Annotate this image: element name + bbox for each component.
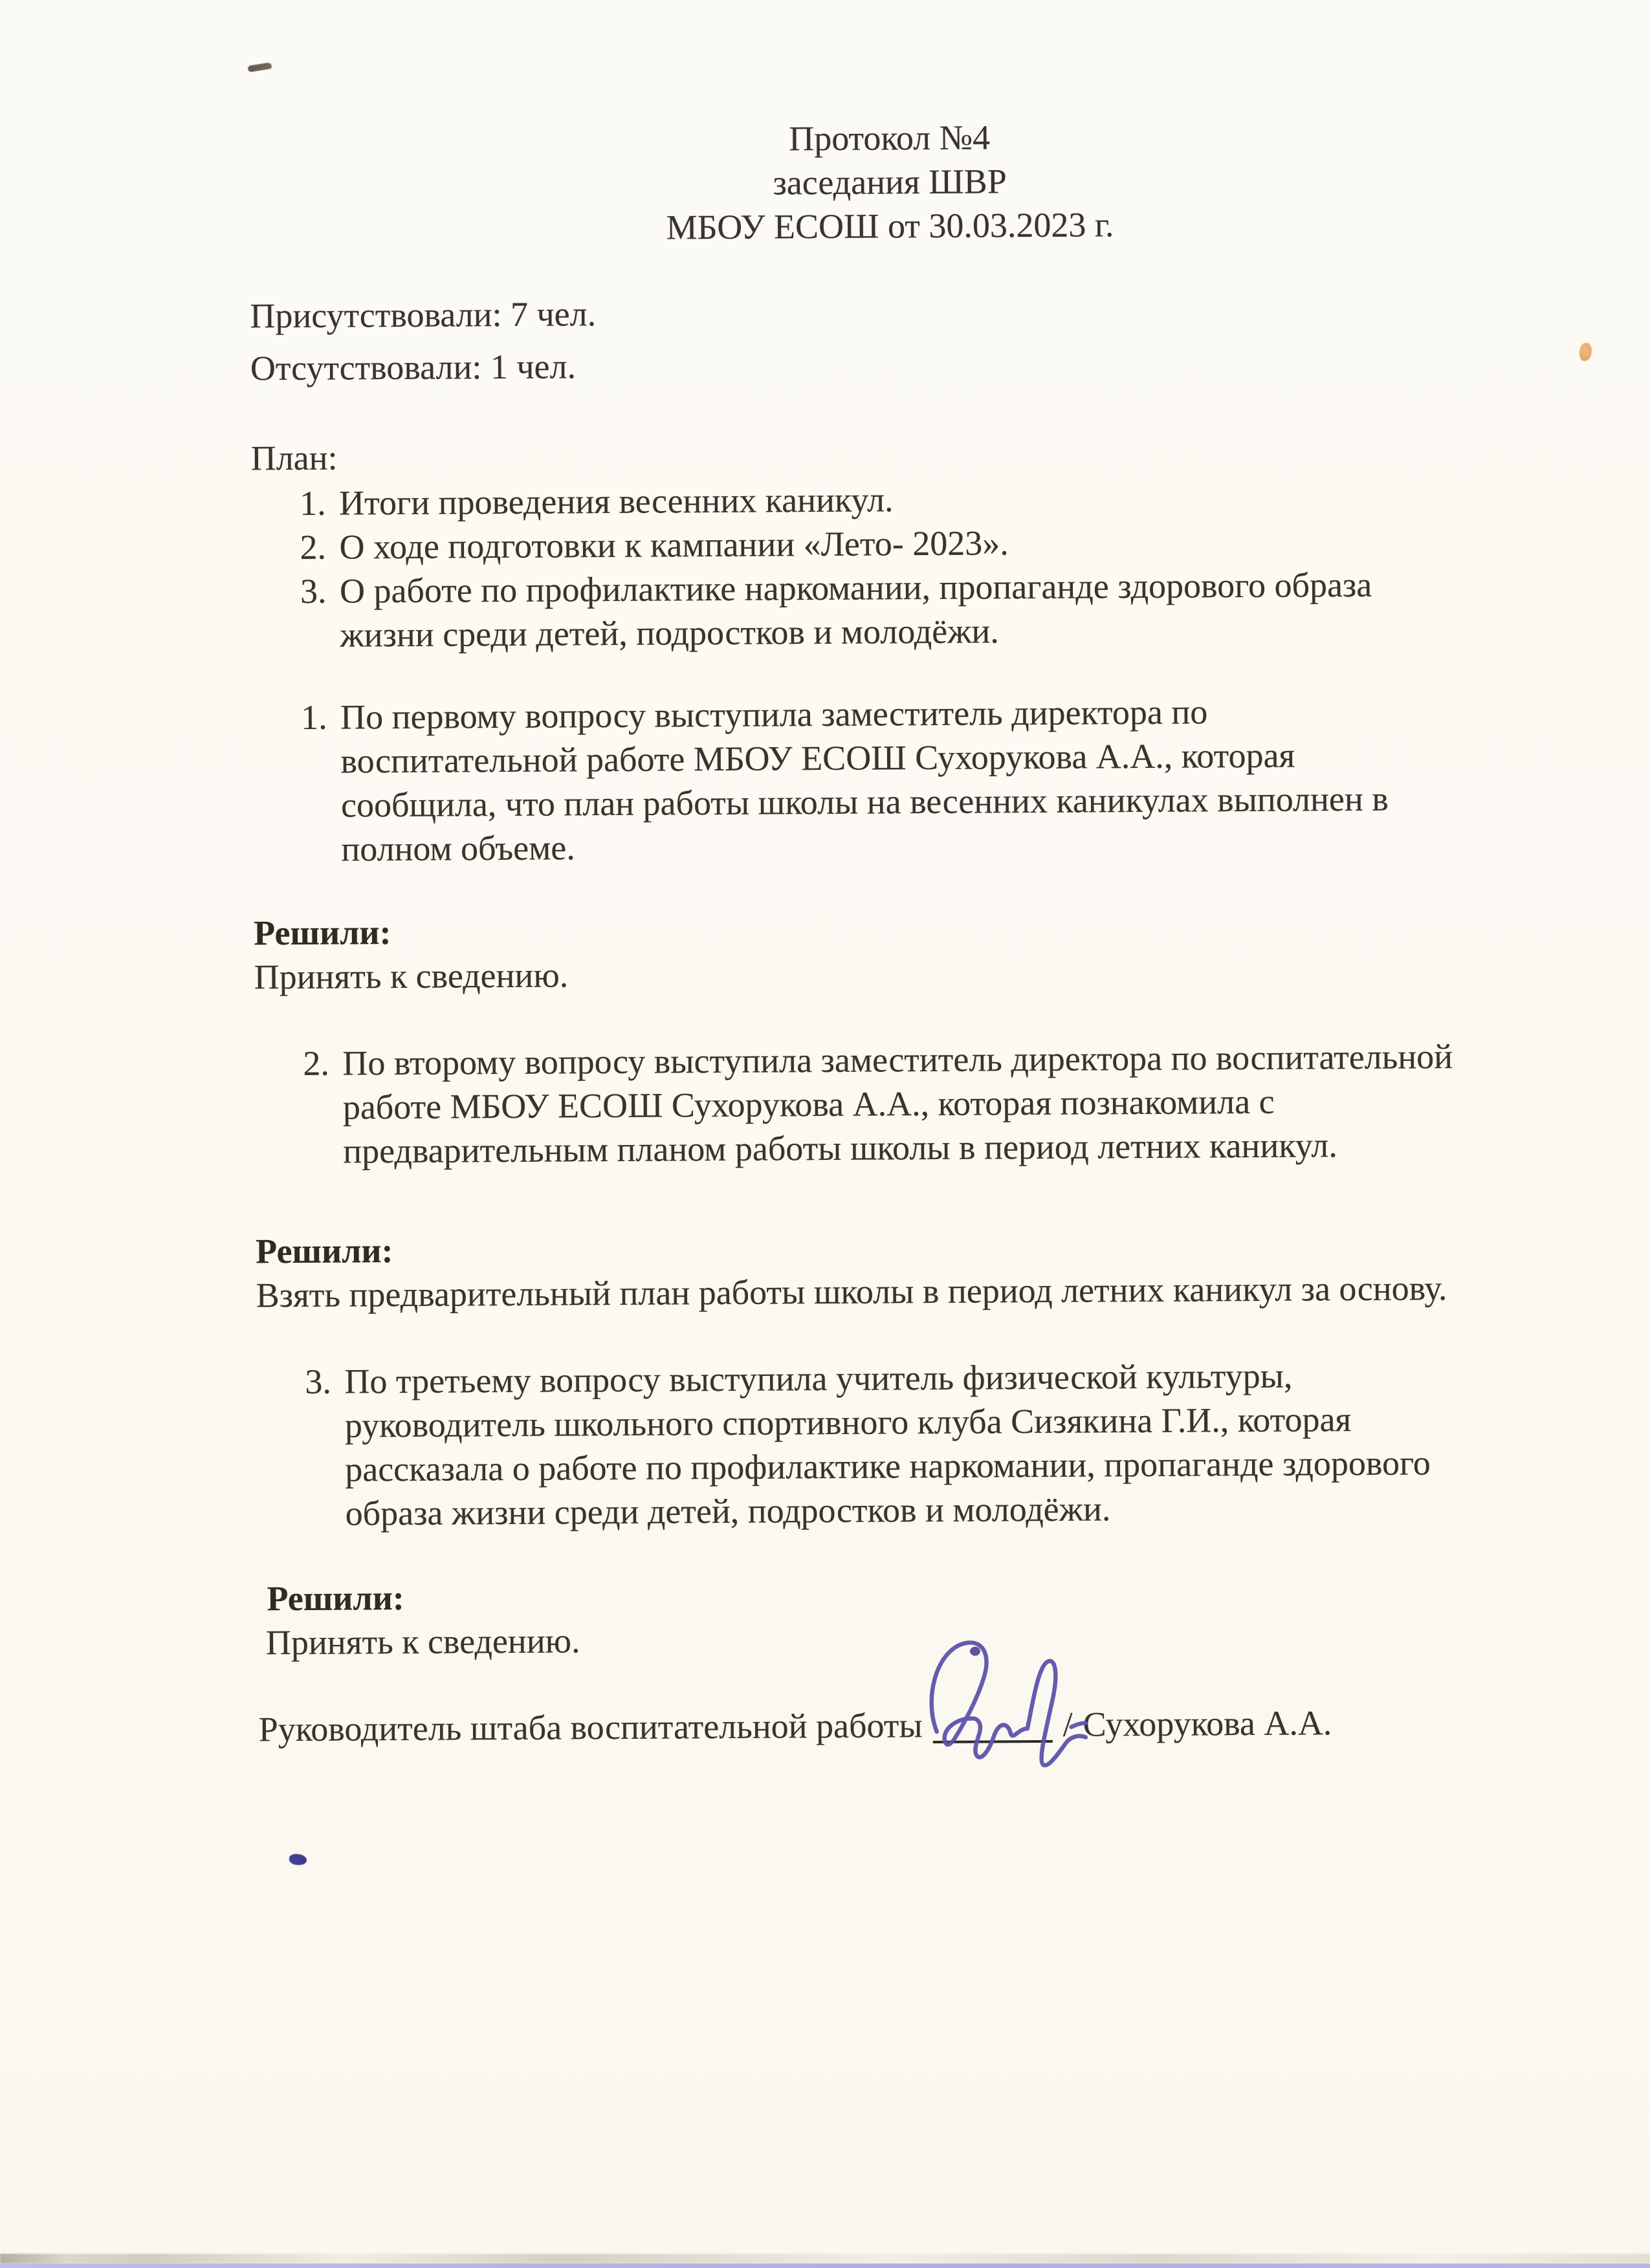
plan-item-number: 2. — [300, 527, 327, 567]
section-3-number: 3. — [305, 1362, 332, 1401]
section-2-number: 2. — [303, 1043, 330, 1083]
plan-item — [300, 561, 1650, 657]
decision-text-2: Взять предварительный план работы школы в период летних каникул за основу. — [256, 1269, 1447, 1315]
plan-list — [0, 473, 1650, 659]
decision-text-1: Принять к сведению. — [254, 955, 569, 997]
ink-speck-artifact — [289, 1854, 307, 1865]
scan-edge-line — [0, 2263, 1650, 2268]
section-2-paragraph — [303, 1033, 1650, 1173]
section-2-text: По второму вопросу выступила заместитель директора по воспитательной работе МБОУ ЕСОШ Сухорукова А.А., которая познакомила с предварительным планом работы школы в период летних каникул. — [342, 1037, 1453, 1171]
title-line-2: заседания ШВР — [773, 162, 1007, 202]
decision-heading-3: Решили: — [267, 1578, 405, 1619]
signature-row — [259, 1699, 1650, 1751]
decision-text-3: Принять к сведению. — [265, 1621, 580, 1663]
signature-name: Сухорукова А.А. — [1083, 1703, 1332, 1744]
attendance-absent: Отсутствовали: 1 чел. — [250, 347, 577, 388]
plan-item-text: Итоги проведения весенних каникул. — [338, 480, 894, 523]
plan-heading: План: — [250, 438, 338, 478]
section-1-number: 1. — [300, 697, 327, 737]
decision-heading-1: Решили: — [254, 913, 391, 953]
plan-item-number: 3. — [300, 571, 327, 611]
section-1-paragraph — [301, 687, 1650, 871]
signature-line — [932, 1703, 1052, 1743]
title-line-1: Протокол №4 — [789, 118, 991, 158]
plan-item — [300, 473, 1649, 525]
ink-signature — [918, 1632, 1095, 1778]
section-1-text: По первому вопросу выступила заместитель директора по воспитательной работе МБОУ ЕСОШ Сухорукова А.А., которая сообщила, что план работы школы на весенних каникулах выполнен в полном объеме. — [340, 692, 1389, 869]
signature-separator: / — [1062, 1705, 1073, 1744]
section-3-paragraph — [305, 1351, 1650, 1536]
scan-edge-smudge — [0, 2254, 1650, 2263]
plan-item-text: О работе по профилактике наркомании, пропаганде здорового образа жизни среди детей, подростков и молодёжи. — [339, 565, 1372, 655]
attendance-present: Присутствовали: 7 чел. — [250, 294, 597, 336]
plan-item-text: О ходе подготовки к кампании «Лето- 2023». — [339, 523, 1009, 567]
document-title — [133, 111, 1647, 252]
title-line-3: МБОУ ЕСОШ от 30.03.2023 г. — [666, 205, 1114, 247]
plan-item — [300, 517, 1649, 569]
decision-heading-2: Решили: — [256, 1231, 393, 1271]
section-3-text: По третьему вопросу выступила учитель физической культуры, руководитель школьного спортивного клуба Сизякина Г.И., которая рассказала о работе по профилактике наркомании, пропаганде здорового образа жизни среди детей, подростков и молодёжи. — [344, 1356, 1431, 1533]
signature-label: Руководитель штаба воспитательной работы — [258, 1706, 923, 1749]
plan-item-number: 1. — [299, 483, 326, 523]
